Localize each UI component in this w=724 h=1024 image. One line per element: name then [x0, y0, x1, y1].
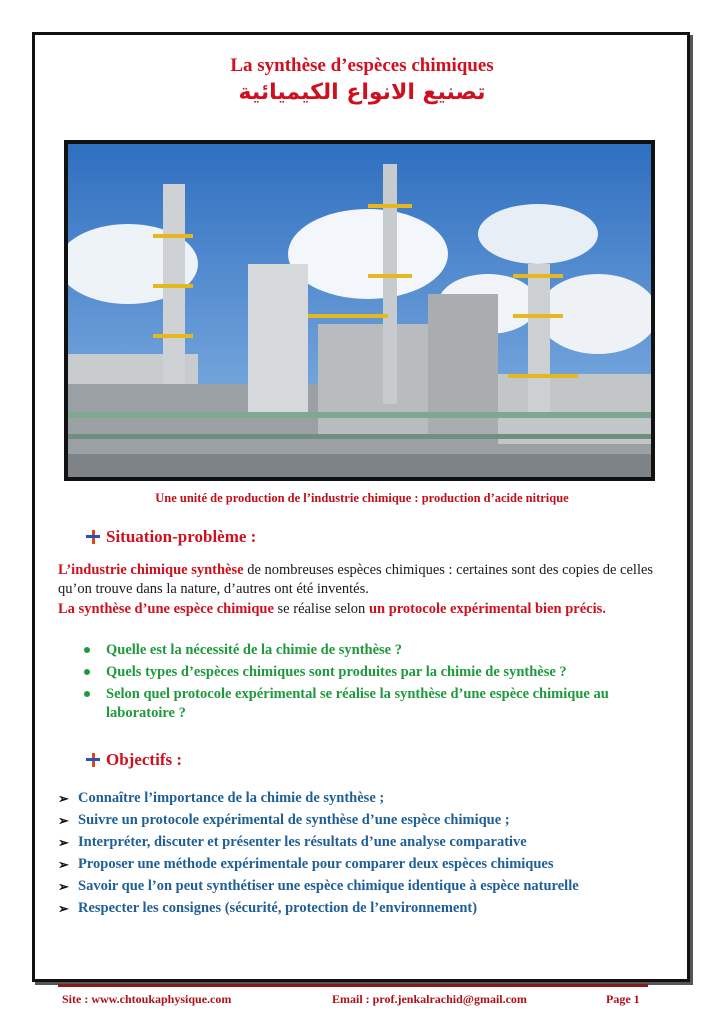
objective-item: ➢ Interpréter, discuter et présenter les résultats d’une analyse comparative: [58, 833, 668, 852]
situation-p2-highlight-1: La synthèse d’une espèce chimique: [58, 601, 274, 617]
question-list: [80, 641, 660, 726]
situation-heading-label: Situation-problème :: [106, 527, 257, 546]
pin-icon: [86, 753, 100, 767]
situation-paragraph-1: [58, 561, 668, 599]
objectifs-heading: [86, 750, 182, 770]
footer-email-link[interactable]: Email : prof.jenkalrachid@gmail.com: [332, 992, 527, 1006]
question-item: Quels types d’espèces chimiques sont produites par la chimie de synthèse ?: [80, 663, 660, 682]
pin-icon: [86, 530, 100, 544]
situation-p1-highlight: L’industrie chimique synthèse: [58, 562, 244, 578]
objectifs-heading-label: Objectifs :: [106, 750, 183, 769]
question-item: Selon quel protocole expérimental se réalise la synthèse d’une espèce chimique au laboratoire ?: [80, 685, 660, 723]
situation-p2-highlight-2: un protocole expérimental bien précis.: [368, 601, 606, 617]
objective-item: ➢ Connaître l’importance de la chimie de synthèse ;: [58, 789, 668, 808]
objective-item: ➢ Respecter les consignes (sécurité, protection de l’environnement): [58, 899, 668, 918]
situation-p1-text: de nombreuses espèces chimiques : certaines sont des copies de celles qu’on trouve dans la nature, d’autres ont été inventés.: [58, 562, 654, 597]
question-item: Quelle est la nécessité de la chimie de synthèse ?: [80, 641, 660, 660]
objective-item: ➢ Proposer une méthode expérimentale pour comparer deux espèces chimiques: [58, 855, 668, 874]
photo-caption: Une unité de production de l’industrie chimique : production d’acide nitrique: [155, 491, 569, 505]
footer-site-link[interactable]: Site : www.chtoukaphysique.com: [62, 992, 232, 1006]
footer-page-number: Page 1: [606, 992, 640, 1006]
situation-heading: [86, 527, 256, 547]
objective-item: ➢ Suivre un protocole expérimental de synthèse d’une espèce chimique ;: [58, 811, 668, 830]
title-french: La synthèse d’espèces chimiques: [230, 55, 494, 76]
footer-divider: [58, 984, 648, 987]
objective-item: ➢ Savoir que l’on peut synthétiser une espèce chimique identique à espèce naturelle: [58, 877, 668, 896]
factory-photo: [64, 140, 655, 481]
title-arabic: تصنيع الانواع الكيميائية: [238, 80, 486, 105]
objectives-list: [58, 789, 668, 921]
situation-p2-text: se réalise selon: [273, 601, 369, 617]
situation-paragraph-2: [58, 600, 668, 619]
